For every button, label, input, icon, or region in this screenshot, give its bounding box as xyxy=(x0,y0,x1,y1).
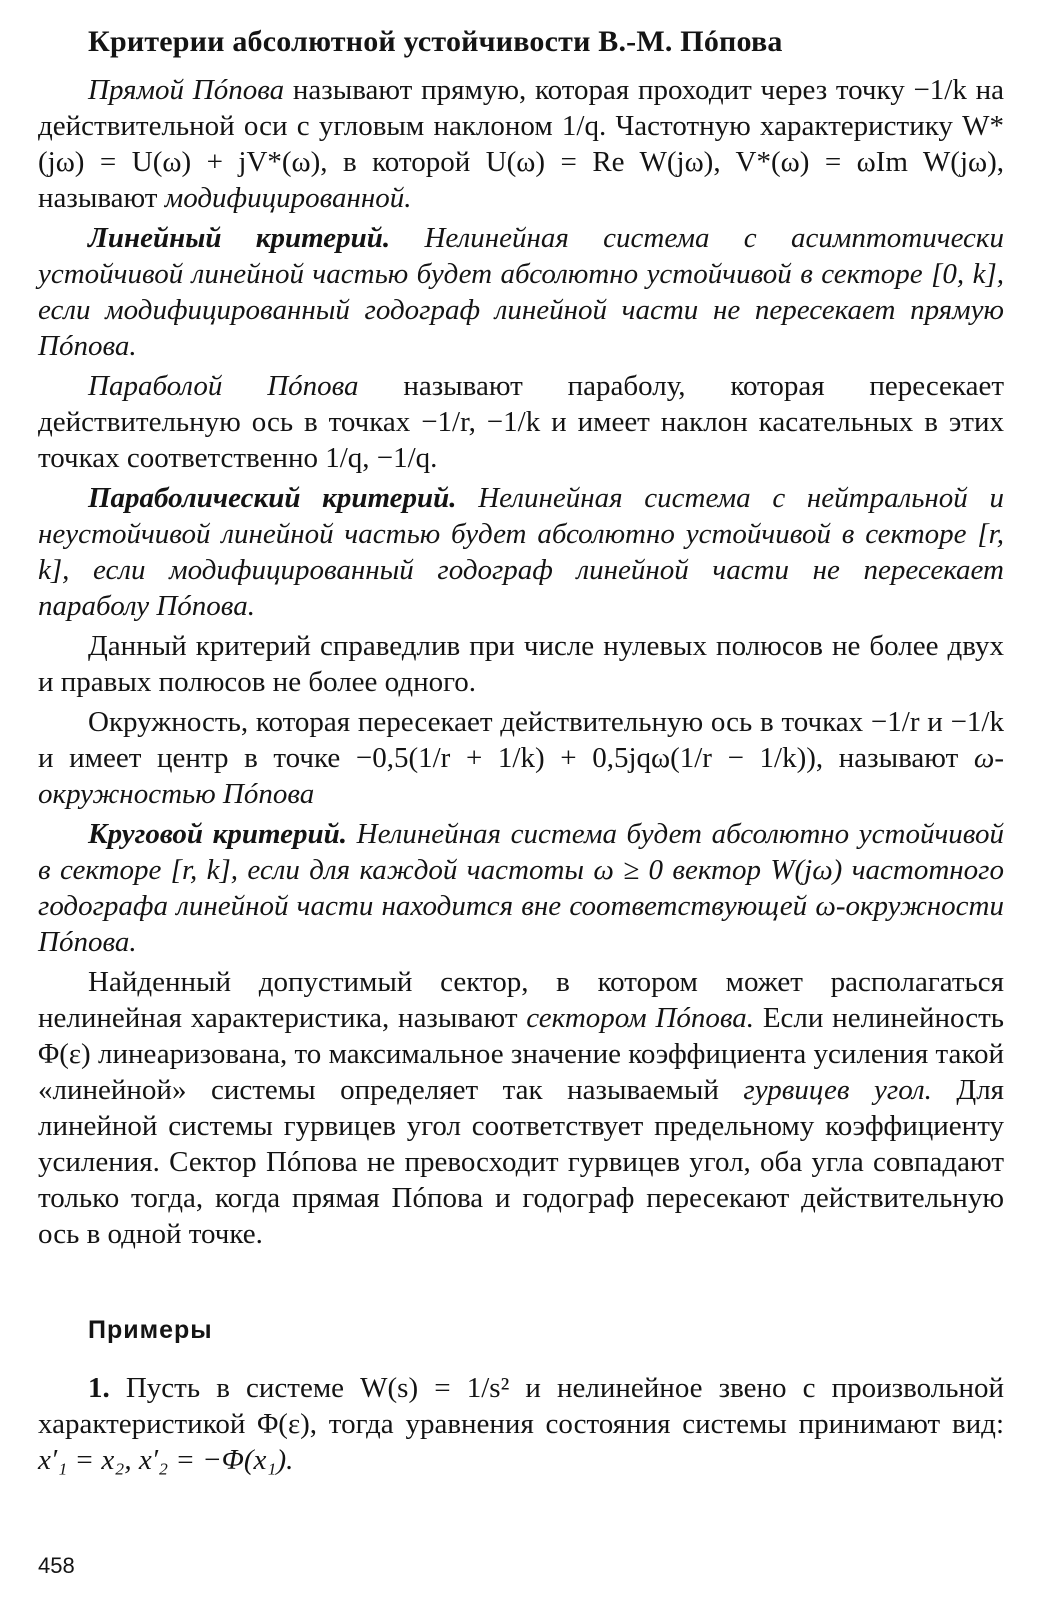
page-content xyxy=(38,22,1004,1478)
paragraph-circle-criterion xyxy=(38,816,1004,960)
term-hurwitz-angle: гурвицев угол. xyxy=(743,1074,932,1106)
term-popov-line: Прямой Пóпова xyxy=(88,74,285,106)
term-circle-criterion: Круговой критерий. xyxy=(88,818,348,850)
text: Если нелинейность Φ(ε) линеаризована, то максимальное значение коэффициента усиления такой «линейной» системы определяет так называемый xyxy=(38,1002,1004,1106)
term-popov-sector: сектором Пóпова. xyxy=(526,1002,755,1034)
text: Нелинейная система с нейтральной и неустойчивой линейной частью будет абсолютно устойчивой в секторе [r, k], если модифицированный годограф линейной части не пересекает параболу Пóпова. xyxy=(38,482,1004,622)
paragraph-popov-parabola xyxy=(38,368,1004,476)
term-parabolic-criterion: Параболический критерий. xyxy=(88,482,457,514)
paragraph-omega-circle xyxy=(38,704,1004,812)
text: Для линейной системы гурвицев угол соответствует предельному коэффициенту усиления. Сектор Пóпова не превосходит гурвицев угол, оба угла совпадают только тогда, когда прямая Пóпова и годограф пересекают действительную ось в одной точке. xyxy=(38,1074,1005,1250)
text: называют прямую, которая проходит через точку −1/k на действительной оси с угловым наклоном 1/q. Частотную характеристику W*(jω) = U(ω) + jV*(ω), в которой U(ω) = Re W(jω), V*(ω) = ωIm W(jω), называют xyxy=(38,74,1004,214)
state-equations: x′₁ = x₂, x′₂ = −Φ(x₁). xyxy=(38,1444,294,1476)
paragraph-parabolic-criterion xyxy=(38,480,1004,624)
paragraph-linear-criterion xyxy=(38,220,1004,364)
section-title: Критерии абсолютной устойчивости В.-М. Пóпова xyxy=(88,25,783,58)
text: Окружность, которая пересекает действительную ось в точках −1/r и −1/k и имеет центр в точке −0,5(1/r + 1/k) + 0,5jqω(1/r − 1/k)), называют xyxy=(38,706,1004,774)
page-number: 458 xyxy=(38,1553,75,1578)
text: называют параболу, которая пересекает действительную ось в точках −1/r, −1/k и имеет наклон касательных в этих точках соответственно 1/q, −1/q. xyxy=(38,370,1004,474)
text: Пусть в системе W(s) = 1/s² и нелинейное звено с произвольной характеристикой Φ(ε), тогда уравнения состояния системы принимают вид: xyxy=(38,1372,1004,1440)
paragraph-criterion-validity xyxy=(38,628,1004,700)
text: Данный критерий справедлив при числе нулевых полюсов не более двух и правых полюсов не более одного. xyxy=(38,630,1004,698)
paragraph-popov-line xyxy=(38,72,1004,216)
text: Нелинейная система будет абсолютно устойчивой в секторе [r, k], если для каждой частоты ω ≥ 0 вектор W(jω) частотного годографа линейной части находится вне соответствующей ω-окружности Пóпова. xyxy=(38,818,1004,958)
text: Найденный допустимый сектор, в котором может располагаться нелинейная характеристика, называют xyxy=(38,966,1004,1034)
paragraph-popov-sector xyxy=(38,964,1004,1252)
text: Нелинейная система с асимптотически устойчивой линейной частью будет абсолютно устойчивой в секторе [0, k], если модифицированный годограф линейной части не пересекает прямую Пóпова. xyxy=(38,222,1004,362)
term-modified: модифицированной. xyxy=(164,182,412,214)
example-number: 1. xyxy=(88,1372,110,1404)
term-popov-parabola: Параболой Пóпова xyxy=(88,370,359,402)
term-linear-criterion: Линейный критерий. xyxy=(88,222,391,254)
examples-heading: Примеры xyxy=(88,1316,213,1344)
term-omega-circle: ω-окружностью Пóпова xyxy=(38,742,1004,810)
example-1 xyxy=(38,1370,1004,1478)
